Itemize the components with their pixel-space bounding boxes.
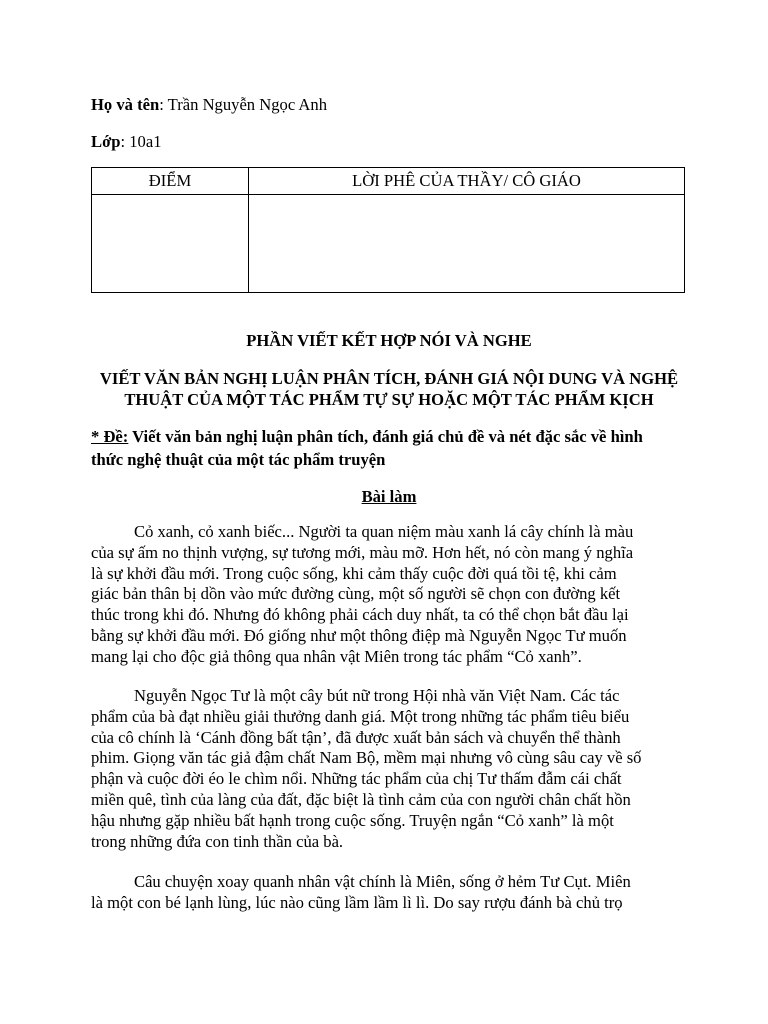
paragraph-line: bằng sự khởi đầu mới. Đó giống như một thông điệp mà Nguyễn Ngọc Tư muốn: [91, 625, 627, 645]
comment-cell: [249, 195, 685, 293]
prompt-label: * Đề:: [91, 427, 129, 446]
prompt-line-2: thức nghệ thuật của một tác phẩm truyện: [91, 450, 386, 469]
essay-paragraph-3: [91, 872, 687, 914]
paragraph-line: của cô chính là ‘Cánh đồng bất tận’, đã được xuất bản sách và chuyển thể thành: [91, 727, 621, 747]
paragraph-line: là sự khởi đầu mới. Trong cuộc sống, khi cảm thấy cuộc đời quá tồi tệ, khi cảm: [91, 563, 617, 583]
student-name-line: [91, 94, 327, 116]
paragraph-line: miền quê, tình của làng của đất, đặc biệt là tình cảm của con người chân chất hồn: [91, 789, 631, 809]
paragraph-line: là một con bé lạnh lùng, lúc nào cũng lầm lầm lì lì. Do say rượu đánh bà chủ trọ: [91, 892, 623, 912]
section-title: PHẦN VIẾT KẾT HỢP NÓI VÀ NGHE: [246, 331, 532, 350]
prompt-text-1: Viết văn bản nghị luận phân tích, đánh giá chủ đề và nét đặc sắc về hình: [128, 427, 643, 446]
student-class-label: Lớp: [91, 132, 121, 151]
task-title-line-1: VIẾT VĂN BẢN NGHỊ LUẬN PHÂN TÍCH, ĐÁNH GIÁ NỘI DUNG VÀ NGHỆ: [99, 369, 679, 388]
paragraph-line: thúc trong khi đó. Nhưng đó không phải cách duy nhất, ta có thể chọn bắt đầu lại: [91, 605, 629, 625]
score-cell: [92, 195, 249, 293]
paragraph-line: phận và cuộc đời éo le chìm nổi. Những tác phẩm của chị Tư thấm đẫm cái chất: [91, 769, 622, 789]
student-name-label: Họ và tên: [91, 95, 160, 114]
essay-title: [91, 486, 687, 508]
paragraph-line: phim. Giọng văn tác giả đậm chất Nam Bộ, mềm mại nhưng vô cùng sâu cay về số: [91, 748, 642, 768]
essay-paragraph-1: [91, 522, 687, 668]
score-header: ĐIỂM: [92, 168, 249, 195]
paragraph-line: Nguyễn Ngọc Tư là một cây bút nữ trong Hội nhà văn Việt Nam. Các tác: [134, 686, 620, 705]
paragraph-line: của sự ấm no thịnh vượng, sự tương mới, màu mỡ. Hơn hết, nó còn mang ý nghĩa: [91, 542, 634, 562]
paragraph-line: giác bản thân bị dồn vào mức đường cùng, một số người sẽ chọn con đường kết: [91, 584, 621, 604]
essay-title-text: Bài làm: [361, 487, 417, 506]
paragraph-line: phẩm của bà đạt nhiều giải thưởng danh giá. Một trong những tác phẩm tiêu biểu: [91, 706, 630, 726]
paragraph-line: mang lại cho độc giả thông qua nhân vật Miên trong tác phẩm “Cỏ xanh”.: [91, 646, 582, 666]
task-title-line-2: THUẬT CỦA MỘT TÁC PHẨM TỰ SỰ HOẶC MỘT TÁC PHẨM KỊCH: [124, 390, 654, 409]
paragraph-line: hậu nhưng gặp nhiều bất hạnh trong cuộc sống. Truyện ngắn “Cỏ xanh” là một: [91, 810, 614, 830]
grade-table-body-row: [92, 195, 685, 293]
student-name-value: : Trần Nguyễn Ngọc Anh: [159, 95, 328, 114]
grade-table-header-row: [92, 168, 685, 195]
paragraph-line: trong những đứa con tinh thần của bà.: [91, 831, 344, 851]
student-class-line: [91, 131, 162, 153]
essay-paragraph-2: [91, 686, 687, 852]
student-class-value: : 10a1: [120, 132, 162, 151]
comment-header: LỜI PHÊ CỦA THẦY/ CÔ GIÁO: [249, 168, 685, 195]
grade-table: [91, 167, 685, 293]
paragraph-line: Câu chuyện xoay quanh nhân vật chính là Miên, sống ở hẻm Tư Cụt. Miên: [134, 872, 631, 891]
paragraph-line: Cỏ xanh, cỏ xanh biếc... Người ta quan niệm màu xanh lá cây chính là màu: [134, 522, 634, 541]
prompt-line-1: [91, 426, 643, 448]
